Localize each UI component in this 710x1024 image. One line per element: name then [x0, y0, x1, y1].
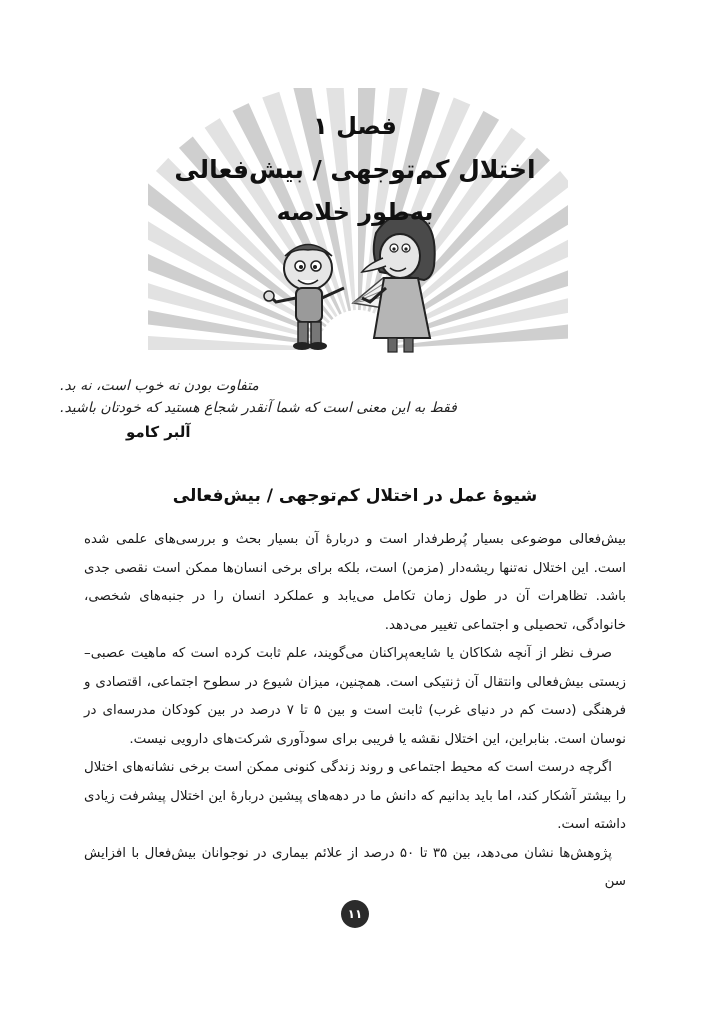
chapter-subtitle: به‌طور خلاصه	[276, 198, 434, 226]
paragraph: صرف نظر از آنچه شکاکان یا شایعه‌پراکنان می‌گویند، علم ثابت کرده است که ماهیت عصبی–زیستی بیش‌فعالی وانتقال آن ژنتیکی است. همچنین، میزان شیوع در سطوح اجتماعی، اقتصادی و فرهنگی (دست کم در دنیای غرب) ثابت است و بین ۵ تا ۷ درصد در بین کودکان مدرسه‌ای در نوسان است. بنابراین، این اختلال نقشه یا فریبی برای سودآوری شرکت‌های دارویی نیست.	[84, 646, 626, 747]
paragraph: اگرچه درست است که محیط اجتماعی و روند زندگی کنونی ممکن است برخی نشانه‌های اختلال را بیشتر آشکار کند، اما باید بدانیم که دانش ما در دهه‌های پیشین دربارهٔ این اختلال پیشرفت زیادی داشته است.	[84, 760, 626, 832]
body-text	[84, 526, 626, 897]
section-heading: شیوهٔ عمل در اختلال کم‌توجهی / بیش‌فعالی	[172, 486, 538, 506]
epigraph-line-1: متفاوت بودن نه خوب است، نه بد.	[60, 378, 259, 394]
chapter-title: اختلال کم‌توجهی / بیش‌فعالی	[174, 155, 536, 184]
paragraph: پژوهش‌ها نشان می‌دهد، بین ۳۵ تا ۵۰ درصد از علائم بیماری در نوجوانان بیش‌فعال با افزایش سن	[84, 845, 626, 889]
epigraph	[60, 375, 486, 445]
paragraph: بیش‌فعالی موضوعی بسیار پُرطرفدار است و دربارهٔ آن بسیار بحث و بررسی‌های علمی شده است. این اختلال نه‌تنها ریشه‌دار (مزمن) است، بلکه برای برخی انسان‌ها ممکن است نقصی جدی باشد. تظاهرات آن در طول زمان تکامل می‌یابد و عملکرد انسان را در جنبه‌های شخصی، خانوادگی، تحصیلی و اجتماعی تغییر می‌دهد.	[84, 532, 626, 633]
epigraph-line-2: فقط به این معنی است که شما آنقدر شجاع هستید که خودتان باشید.	[60, 400, 457, 416]
chapter-title-block	[0, 105, 710, 234]
page-number: ۱۱	[341, 900, 369, 928]
chapter-number: فصل ۱	[313, 112, 397, 140]
epigraph-author: آلبر کامو	[126, 423, 191, 441]
